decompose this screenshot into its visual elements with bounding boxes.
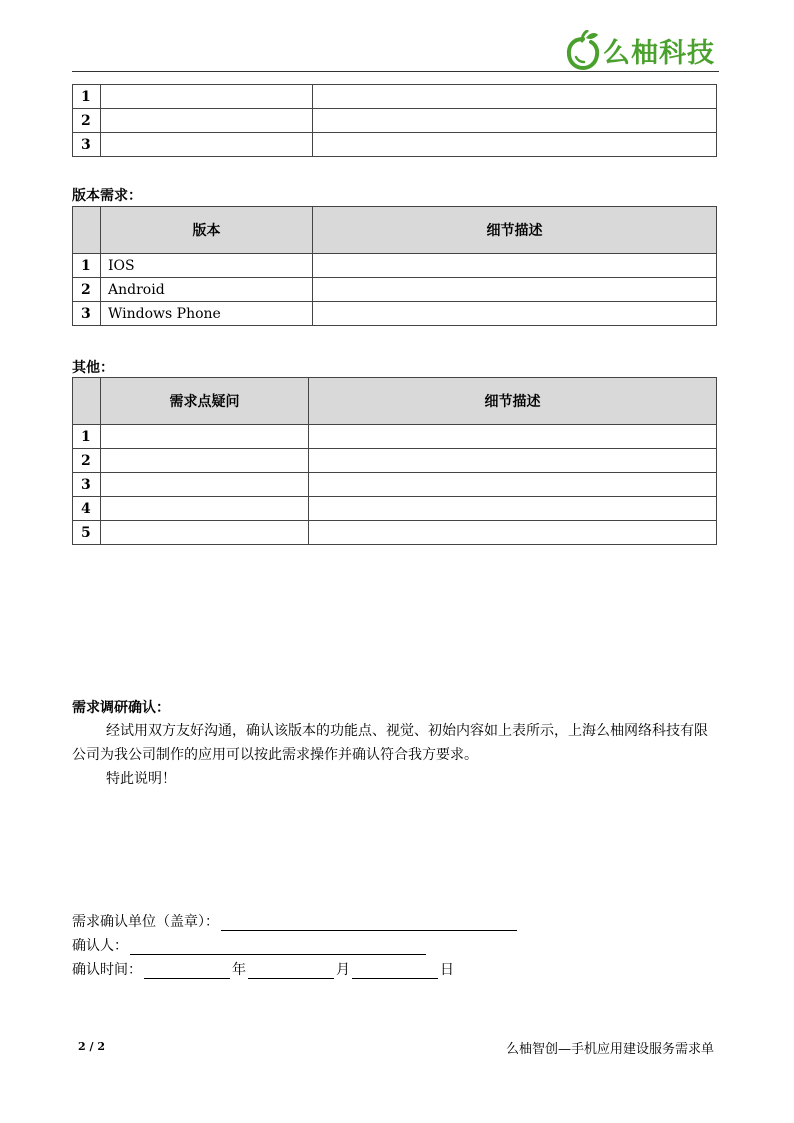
column-header-version: 版本 (101, 207, 313, 254)
month-field[interactable] (248, 962, 334, 979)
table-cell[interactable] (309, 521, 717, 545)
version-table (72, 206, 717, 326)
header-blank-cell (73, 378, 101, 425)
row-number: 2 (73, 278, 101, 302)
year-field[interactable] (144, 962, 230, 979)
table-cell[interactable] (313, 133, 717, 157)
header-blank-cell (73, 207, 101, 254)
person-signature-row (72, 933, 428, 955)
detail-cell[interactable] (313, 278, 717, 302)
unit-signature-field[interactable] (221, 914, 517, 931)
table-header-row (73, 378, 717, 425)
table-cell[interactable] (101, 425, 309, 449)
header-divider (72, 71, 719, 72)
confirmation-title: 需求调研确认： (72, 700, 170, 716)
table-row (73, 109, 717, 133)
table-cell[interactable] (313, 109, 717, 133)
table-row (73, 497, 717, 521)
table-cell[interactable] (309, 449, 717, 473)
month-label: 月 (336, 962, 350, 978)
table-cell[interactable] (101, 133, 313, 157)
table-row (73, 425, 717, 449)
table-cell[interactable] (101, 109, 313, 133)
unit-label: 需求确认单位（盖章）： (72, 914, 219, 930)
footer-doc-title: 么柚智创—手机应用建设服务需求单 (505, 1042, 714, 1057)
detail-cell[interactable] (313, 254, 717, 278)
logo-text: 么柚科技 (603, 37, 715, 69)
version-cell: IOS (101, 254, 313, 278)
detail-cell[interactable] (313, 302, 717, 326)
table-row (73, 521, 717, 545)
table-cell[interactable] (101, 497, 309, 521)
confirmation-note: 特此说明！ (106, 771, 176, 787)
company-logo (565, 30, 715, 70)
row-number: 2 (73, 449, 101, 473)
row-number: 2 (73, 109, 101, 133)
row-number: 1 (73, 85, 101, 109)
logo-fruit-icon (565, 30, 601, 70)
other-table (72, 377, 717, 545)
table-cell[interactable] (309, 497, 717, 521)
table-row (73, 133, 717, 157)
table-row (73, 278, 717, 302)
row-number: 3 (73, 302, 101, 326)
table-row (73, 85, 717, 109)
table-cell[interactable] (309, 473, 717, 497)
column-header-detail: 细节描述 (313, 207, 717, 254)
row-number: 3 (73, 133, 101, 157)
table-row (73, 254, 717, 278)
row-number: 1 (73, 425, 101, 449)
table-cell[interactable] (101, 473, 309, 497)
table-cell[interactable] (101, 521, 309, 545)
version-section-title: 版本需求： (72, 188, 142, 204)
unit-signature-row (72, 909, 519, 931)
year-label: 年 (232, 962, 246, 978)
table-row (73, 302, 717, 326)
version-cell: Android (101, 278, 313, 302)
row-number: 4 (73, 497, 101, 521)
row-number: 5 (73, 521, 101, 545)
column-header-detail: 细节描述 (309, 378, 717, 425)
top-table (72, 84, 717, 157)
column-header-question: 需求点疑问 (101, 378, 309, 425)
page-number: 2 / 2 (78, 1040, 105, 1053)
day-field[interactable] (352, 962, 438, 979)
table-cell[interactable] (313, 85, 717, 109)
table-cell[interactable] (101, 449, 309, 473)
row-number: 1 (73, 254, 101, 278)
date-row (72, 957, 454, 979)
confirmation-paragraph: 经试用双方友好沟通，确认该版本的功能点、视觉、初始内容如上表所示，上海么柚网络科技有限公司为我公司制作的应用可以按此需求操作并确认符合我方要求。 (72, 723, 708, 763)
day-label: 日 (440, 962, 454, 978)
table-row (73, 449, 717, 473)
table-header-row (73, 207, 717, 254)
other-section-title: 其他： (72, 360, 114, 376)
version-cell: Windows Phone (101, 302, 313, 326)
person-signature-field[interactable] (130, 938, 426, 955)
time-label: 确认时间： (72, 962, 142, 978)
table-cell[interactable] (309, 425, 717, 449)
table-cell[interactable] (101, 85, 313, 109)
table-row (73, 473, 717, 497)
row-number: 3 (73, 473, 101, 497)
person-label: 确认人： (72, 938, 128, 954)
